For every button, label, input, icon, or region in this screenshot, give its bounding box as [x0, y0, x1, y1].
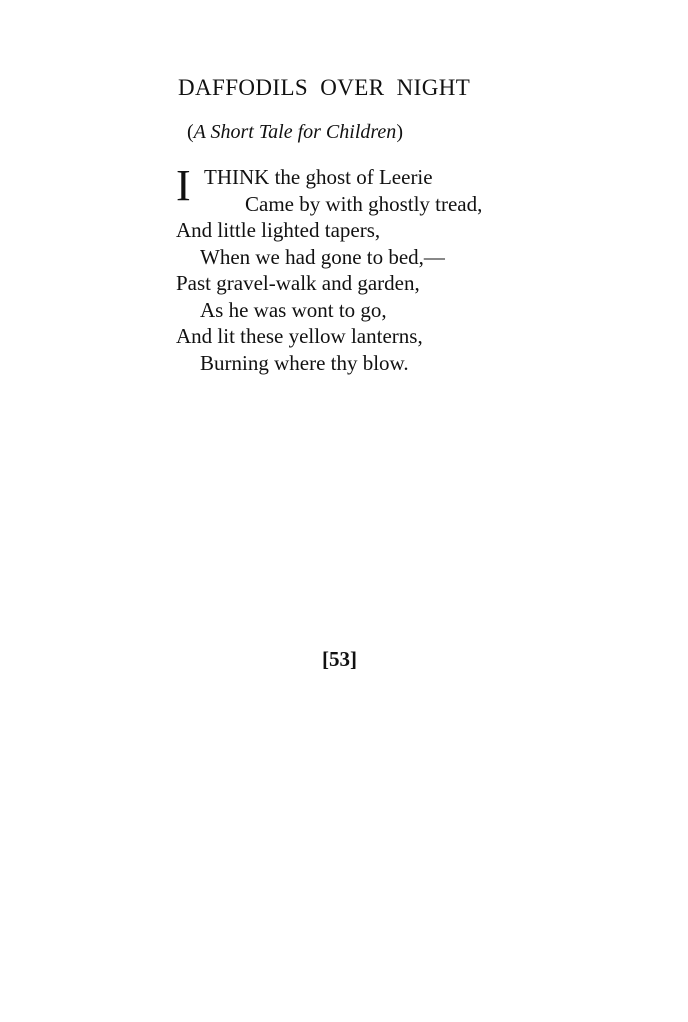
poem-line-7: And lit these yellow lanterns, [176, 324, 423, 348]
poem-body [176, 161, 483, 376]
poem-line-8: Burning where thy blow. [200, 350, 409, 375]
subtitle-text: A Short Tale for Children [193, 121, 397, 143]
poem-line-text: THINK the ghost of Leerie [204, 165, 433, 189]
poem-line-6: As he was wont to go, [200, 297, 387, 322]
poem-line-4: When we had gone to bed,— [200, 244, 445, 269]
page-number: [53] [322, 647, 357, 671]
subtitle-open-paren: ( [187, 121, 194, 143]
subtitle-close-paren: ) [396, 121, 403, 143]
drop-cap: I [176, 161, 191, 210]
poem-line-3: And little lighted tapers, [176, 218, 381, 242]
poem-title: DAFFODILS OVER NIGHT [178, 75, 471, 100]
poem-subtitle [187, 121, 403, 144]
poem-line-5: Past gravel-walk and garden, [176, 271, 420, 295]
poem-line-2: Came by with ghostly tread, [245, 191, 483, 216]
